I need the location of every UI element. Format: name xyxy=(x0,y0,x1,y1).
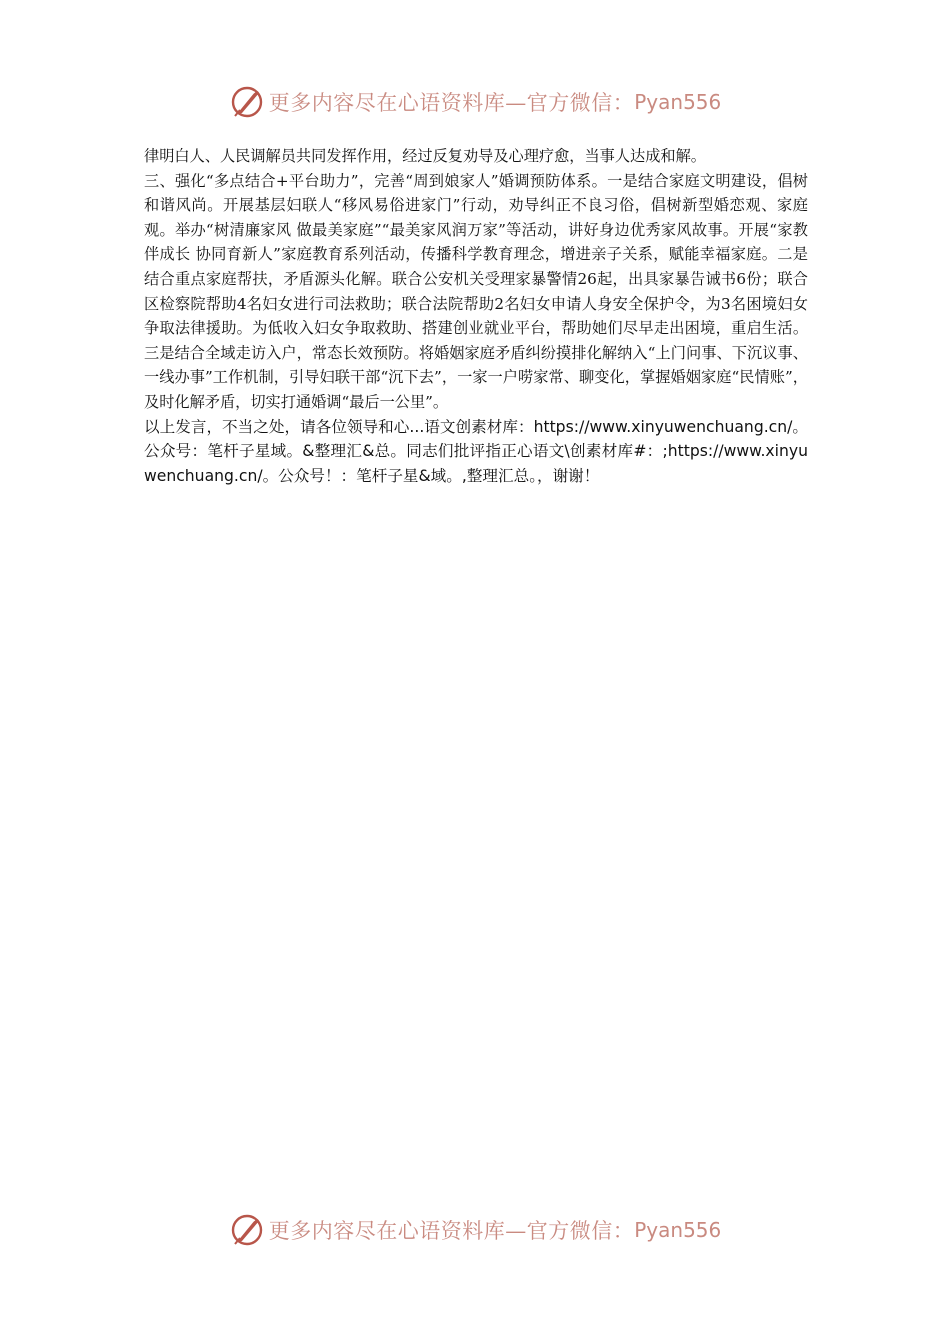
closing-paragraph: 以上发言，不当之处，请各位领导和心...语文创素材库：https://www.xinyuwenchuang.cn/。公众号：笔杆子星域。&整理汇&总。同志们批评指正心语文\创素材库#：;https://www.xinyuwenchuang.cn/。公众号！：笔杆子星&域。,整理汇总。，谢谢！ xyxy=(144,417,808,486)
wechat-id: Pyan556 xyxy=(634,90,722,114)
banner-text: 更多内容尽在心语资料库—官方微信： xyxy=(268,1219,635,1243)
banner-text: 更多内容尽在心语资料库—官方微信： xyxy=(268,91,635,115)
document-body xyxy=(144,144,808,489)
paragraph: 三、强化“多点结合+平台助力”，完善“周到娘家人”婚调预防体系。一是结合家庭文明建设，倡树和谐风尚。开展基层妇联人“移风易俗进家门”行动，劝导纠正不良习俗，倡树新型婚恋观、家庭观。举办“树清廉家风 做最美家庭”“最美家风润万家”等活动，讲好身边优秀家风故事。开展“家教伴成长 协同育新人”家庭教育系列活动，传播科学教育理念，增进亲子关系，赋能幸福家庭。二是结合重点家庭帮扶，矛盾源头化解。联合公安机关受理家暴警情26起，出具家暴告诫书6份；联合区检察院帮助4名妇女进行司法救助；联合法院帮助2名妇女申请人身安全保护令，为3名困境妇女争取法律援助。为低收入妇女争取救助、搭建创业就业平台，帮助她们尽早走出困境，重启生活。三是结合全域走访入户，常态长效预防。将婚姻家庭矛盾纠纷摸排化解纳入“上门问事、下沉议事、一线办事”工作机制，引导妇联干部“沉下去”，一家一户唠家常、聊变化，掌握婚姻家庭“民情账”，及时化解矛盾，切实打通婚调“最后一公里”。 xyxy=(144,171,808,411)
footer-banner xyxy=(0,1208,950,1252)
quill-pen-logo-icon xyxy=(229,84,265,120)
wechat-id: Pyan556 xyxy=(634,1218,722,1242)
quill-pen-logo-icon xyxy=(229,1212,265,1248)
header-banner xyxy=(0,80,950,124)
paragraph: 律明白人、人民调解员共同发挥作用，经过反复劝导及心理疗愈，当事人达成和解。 xyxy=(144,147,706,165)
